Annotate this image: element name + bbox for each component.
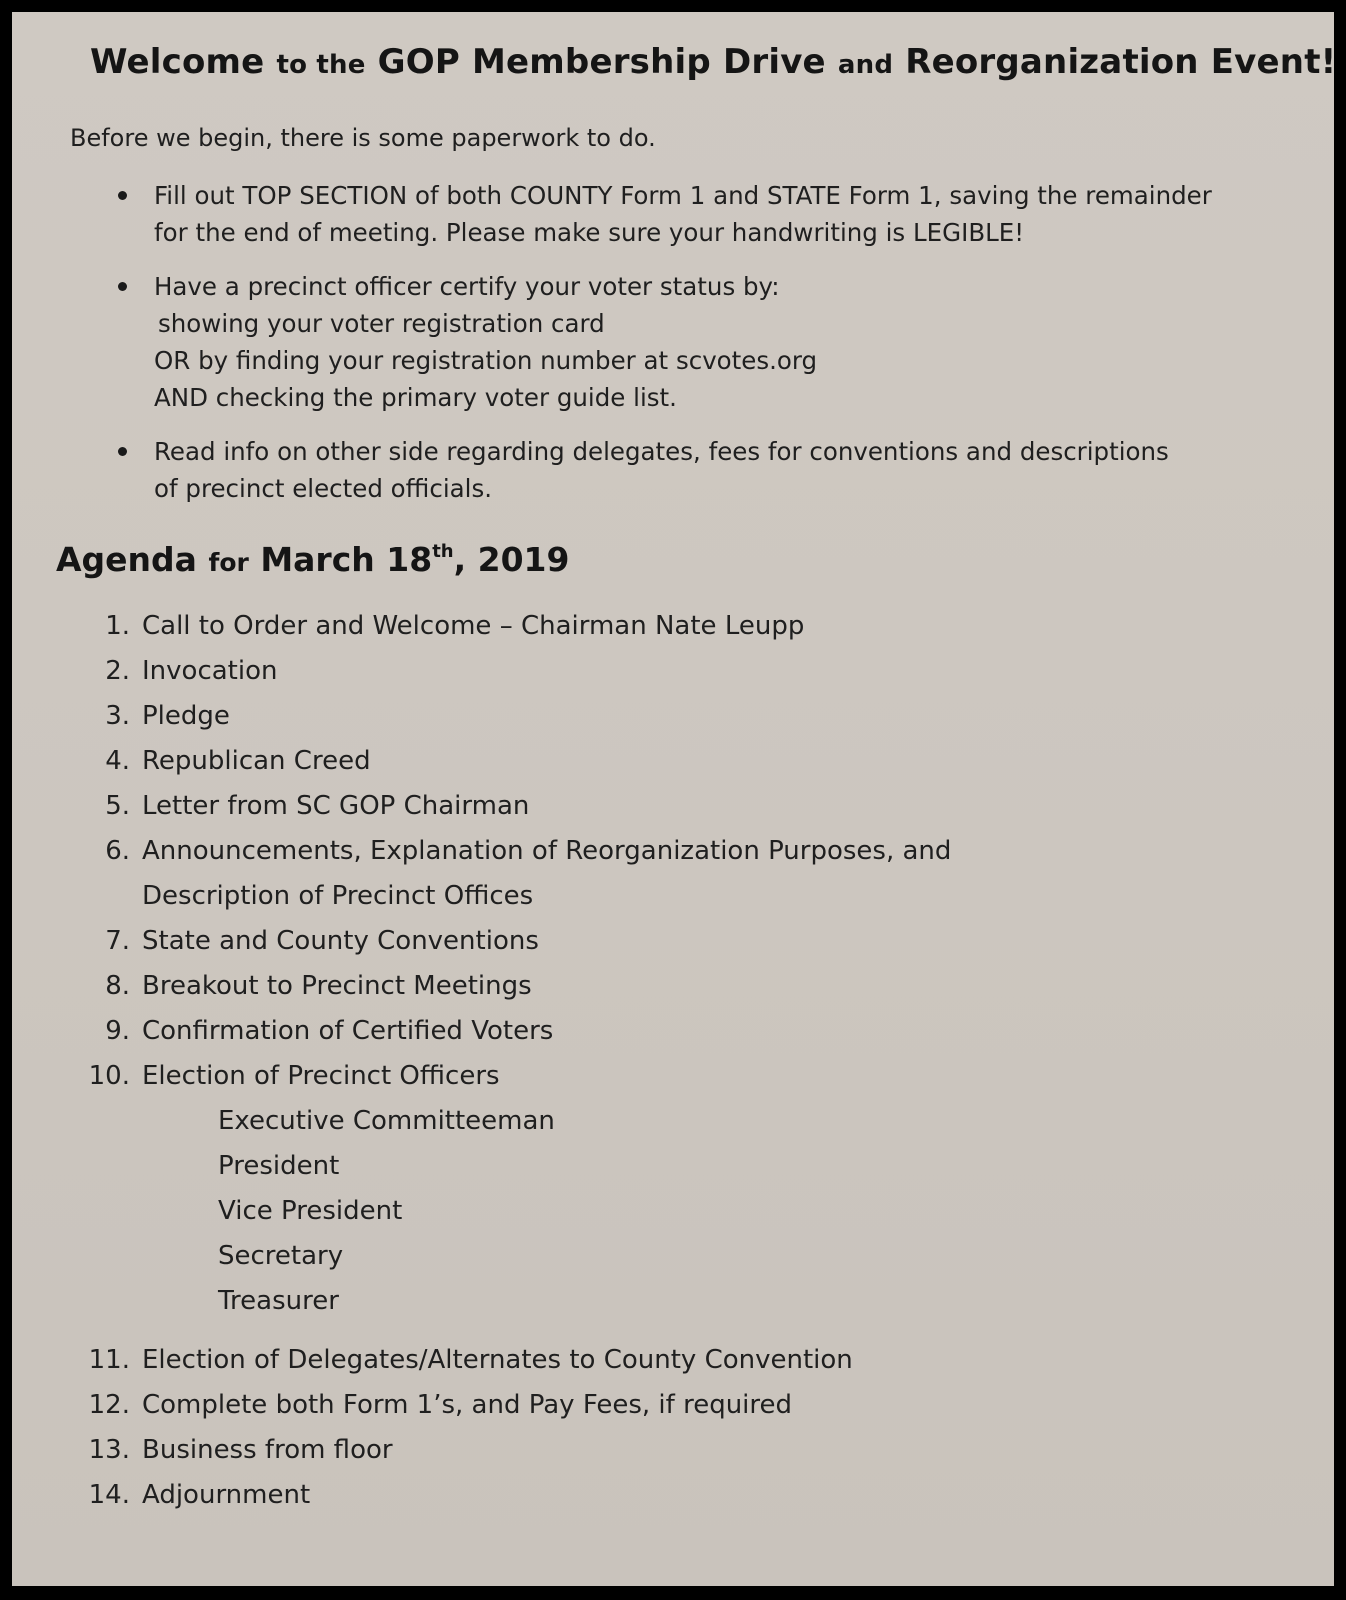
agenda-item-number: 6.	[105, 836, 130, 866]
instruction-line: Fill out TOP SECTION of both COUNTY Form 1 and STATE Form 1, saving the remainder	[154, 181, 1212, 210]
agenda-item-text: Pledge	[142, 701, 230, 731]
agenda-item	[80, 784, 1080, 829]
title-welcome: Welcome	[90, 42, 265, 82]
agenda-item-number: 3.	[105, 701, 130, 731]
page-title	[90, 42, 1336, 82]
instruction-line: of precinct elected officials.	[154, 474, 492, 503]
instruction-line: showing your voter registration card	[158, 309, 605, 338]
instruction-item	[104, 177, 1304, 251]
agenda-item-number: 10.	[88, 1061, 130, 1091]
agenda-item-text: Call to Order and Welcome – Chairman Nate Leupp	[142, 611, 805, 641]
officer-item: Vice President	[218, 1196, 403, 1226]
agenda-item-number: 8.	[105, 971, 130, 1001]
agenda-item	[80, 1473, 1080, 1518]
agenda-item	[80, 649, 1080, 694]
agenda-item-text: State and County Conventions	[142, 926, 539, 956]
title-to-the: to the	[276, 50, 366, 80]
agenda-item-number: 4.	[105, 746, 130, 776]
agenda-item-number: 7.	[105, 926, 130, 956]
agenda-for: for	[208, 548, 249, 577]
agenda-item	[80, 694, 1080, 739]
instruction-line: for the end of meeting. Please make sure your handwriting is LEGIBLE!	[154, 218, 1025, 247]
agenda-item-number: 12.	[88, 1390, 130, 1420]
agenda-date: March 18	[260, 540, 433, 579]
agenda-item	[80, 829, 1080, 919]
agenda-item	[80, 604, 1080, 649]
agenda-item-text: Letter from SC GOP Chairman	[142, 791, 530, 821]
instruction-line: OR by finding your registration number at scvotes.org	[154, 346, 818, 375]
agenda-item-text: Confirmation of Certified Voters	[142, 1016, 554, 1046]
agenda-item-number: 11.	[88, 1345, 130, 1375]
agenda-item-number: 14.	[88, 1480, 130, 1510]
agenda-item	[80, 964, 1080, 1009]
agenda-year: , 2019	[453, 540, 570, 579]
agenda-item-text: Republican Creed	[142, 746, 371, 776]
title-gop-drive: GOP Membership Drive	[377, 42, 826, 82]
agenda-item-number: 5.	[105, 791, 130, 821]
agenda-item	[80, 1009, 1080, 1054]
agenda-date-suffix: th	[432, 541, 454, 562]
instructions-list	[104, 177, 1304, 524]
agenda-item	[80, 1054, 1080, 1324]
title-and: and	[837, 50, 894, 80]
agenda-list	[80, 604, 1080, 1518]
instruction-line: Read info on other side regarding delegates, fees for conventions and descriptions	[154, 437, 1169, 466]
agenda-item-number: 13.	[88, 1435, 130, 1465]
agenda-item-text: Complete both Form 1’s, and Pay Fees, if required	[142, 1390, 793, 1420]
officer-item: President	[218, 1151, 340, 1181]
agenda-item-text: Election of Precinct Officers	[142, 1061, 500, 1091]
instruction-item	[104, 433, 1304, 507]
agenda-item-continuation: Description of Precinct Offices	[142, 881, 534, 911]
agenda-item-number: 2.	[105, 656, 130, 686]
intro-text: Before we begin, there is some paperwork to do.	[70, 124, 656, 152]
agenda-item	[80, 1428, 1080, 1473]
agenda-item-text: Breakout to Precinct Meetings	[142, 971, 532, 1001]
agenda-item-text: Business from floor	[142, 1435, 393, 1465]
officer-list	[80, 1099, 1080, 1324]
instruction-item	[104, 268, 1304, 416]
agenda-item	[80, 1338, 1080, 1383]
agenda-heading	[56, 540, 569, 579]
bullet-dot-icon	[118, 191, 127, 200]
instruction-line: AND checking the primary voter guide list.	[154, 383, 677, 412]
agenda-item	[80, 919, 1080, 964]
bullet-dot-icon	[118, 447, 127, 456]
document-page	[12, 12, 1337, 1586]
officer-item: Treasurer	[218, 1286, 339, 1316]
agenda-item-text: Invocation	[142, 656, 278, 686]
agenda-item-text: Announcements, Explanation of Reorganization Purposes, and	[142, 836, 952, 866]
agenda-item	[80, 739, 1080, 784]
agenda-item-number: 9.	[105, 1016, 130, 1046]
agenda-item-text: Election of Delegates/Alternates to County Convention	[142, 1345, 853, 1375]
agenda-word: Agenda	[56, 540, 197, 579]
title-reorg-event: Reorganization Event!	[905, 42, 1337, 82]
agenda-item	[80, 1383, 1080, 1428]
officer-item: Executive Committeeman	[218, 1106, 555, 1136]
agenda-item-number: 1.	[105, 611, 130, 641]
bullet-dot-icon	[118, 282, 127, 291]
instruction-line: Have a precinct officer certify your voter status by:	[154, 272, 780, 301]
agenda-item-text: Adjournment	[142, 1480, 311, 1510]
officer-item: Secretary	[218, 1241, 344, 1271]
